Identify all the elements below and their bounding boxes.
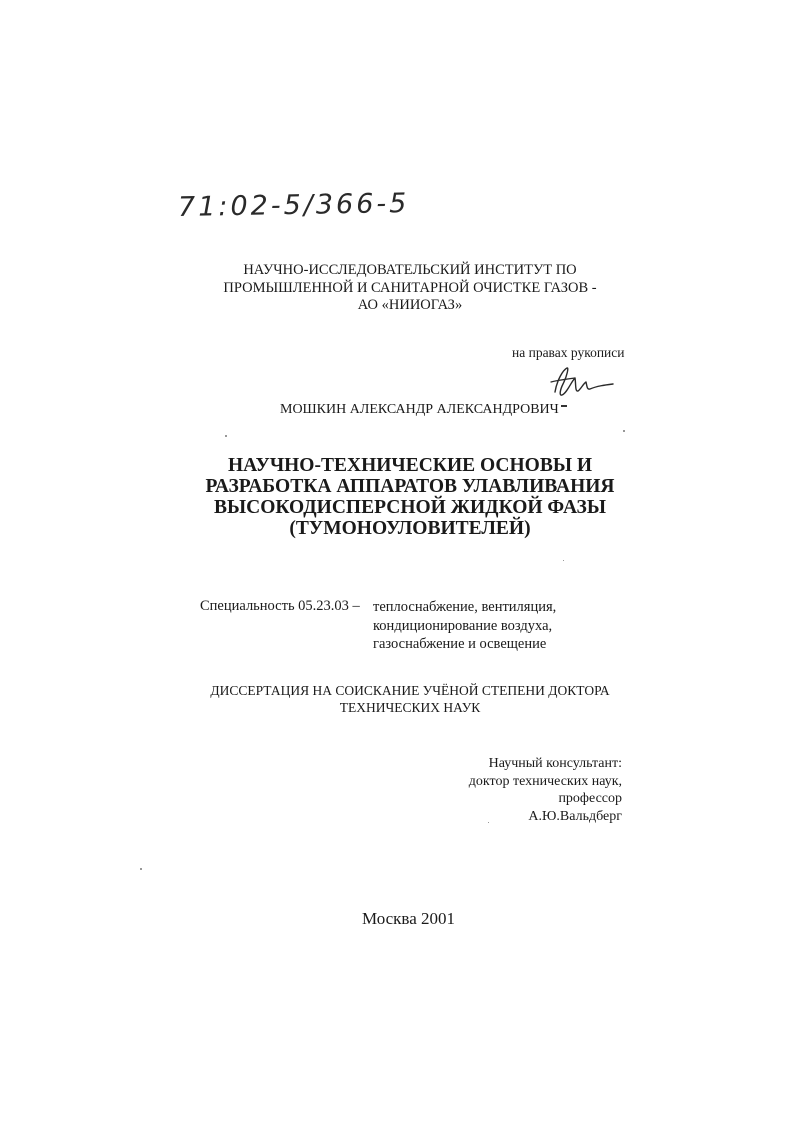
city-and-year: Москва 2001	[362, 909, 456, 928]
institute-line-1: НАУЧНО-ИССЛЕДОВАТЕЛЬСКИЙ ИНСТИТУТ ПО	[243, 262, 577, 278]
degree-line-1: ДИССЕРТАЦИЯ НА СОИСКАНИЕ УЧЁНОЙ СТЕПЕНИ ДОКТОРА	[210, 683, 610, 698]
consultant-line-1: Научный консультант:	[488, 756, 622, 771]
author-signature	[545, 362, 615, 404]
consultant-line-3: профессор	[558, 791, 622, 806]
specialty-description	[373, 598, 556, 654]
degree-line-2: ТЕХНИЧЕСКИХ НАУК	[339, 699, 481, 715]
scan-speck	[488, 822, 489, 823]
institute-line-3: АО «НИИОГАЗ»	[357, 297, 463, 313]
scan-speck	[140, 868, 142, 870]
title-line-2: РАЗРАБОТКА АППАРАТОВ УЛАВЛИВАНИЯ	[205, 476, 615, 497]
title-line-1: НАУЧНО-ТЕХНИЧЕСКИЕ ОСНОВЫ И	[227, 455, 593, 476]
specialty-label: Специальность 05.23.03 –	[200, 598, 360, 614]
specialty-line-2: кондиционирование воздуха,	[373, 617, 553, 634]
institute-name	[200, 262, 620, 315]
scientific-consultant	[469, 755, 622, 825]
consultant-line-2: доктор технических наук,	[468, 773, 622, 789]
signature-mark	[561, 405, 567, 407]
scan-speck	[225, 435, 227, 437]
degree-statement	[200, 683, 620, 716]
specialty-line-3: газоснабжение и освещение	[373, 636, 547, 652]
consultant-line-4: А.Ю.Вальдберг	[528, 808, 622, 824]
author-name: МОШКИН АЛЕКСАНДР АЛЕКСАНДРОВИЧ	[280, 402, 559, 417]
specialty-line-1: теплоснабжение, вентиляция,	[373, 599, 557, 615]
title-line-3: ВЫСОКОДИСПЕРСНОЙ ЖИДКОЙ ФАЗЫ	[214, 497, 606, 518]
institute-line-2: ПРОМЫШЛЕННОЙ И САНИТАРНОЙ ОЧИСТКЕ ГАЗОВ -	[223, 279, 597, 296]
dissertation-title	[180, 455, 640, 539]
scan-speck	[563, 560, 564, 561]
scan-speck	[623, 430, 625, 432]
rights-note: на правах рукописи	[512, 345, 625, 360]
handwritten-catalog-code: 71:02-5/366-5	[177, 187, 410, 224]
title-line-4: (ТУМОНОУЛОВИТЕЛЕЙ)	[289, 518, 531, 539]
